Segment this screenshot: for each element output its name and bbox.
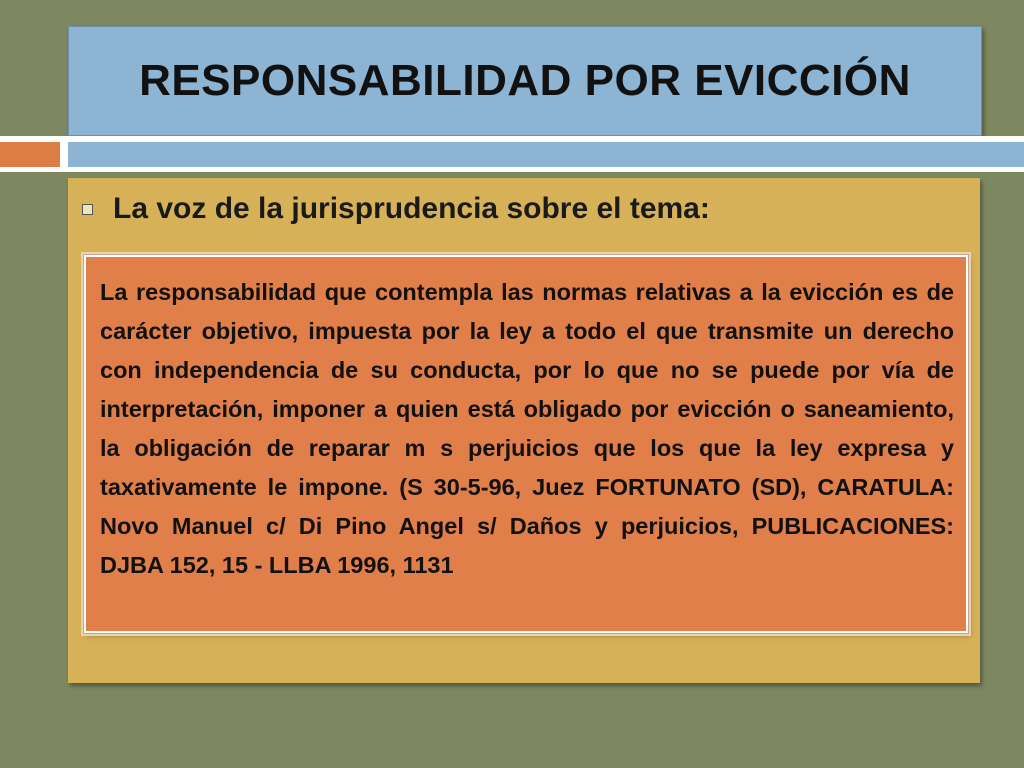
bullet-text: La voz de la jurisprudencia sobre el tema: — [113, 192, 710, 225]
accent-bar-blue — [68, 142, 1024, 167]
content-panel — [68, 178, 980, 683]
square-bullet-icon — [82, 204, 93, 215]
title-box — [68, 26, 982, 136]
jurisprudence-quote-text: La responsabilidad que contempla las normas relativas a la evicción es de carácter objetivo, impuesta por la ley a todo el que transmite un derecho con independencia de su conducta, por lo que no se puede por vía de interpretación, imponer a quien está obligado por evicción o saneamiento, la obligación de reparar m s perjuicios que los que la ley expresa y taxativamente le impone. (S 30-5-96, Juez FORTUNATO (SD), CARATULA: Novo Manuel c/ Di Pino Angel s/ Daños y perjuicios, PUBLICACIONES: DJBA 152, 15 - LLBA 1996, 1131 — [100, 279, 954, 578]
bullet-item — [82, 192, 710, 226]
accent-bar-orange — [0, 142, 60, 167]
slide-title: RESPONSABILIDAD POR EVICCIÓN — [139, 56, 911, 105]
jurisprudence-quote-box — [84, 255, 968, 633]
